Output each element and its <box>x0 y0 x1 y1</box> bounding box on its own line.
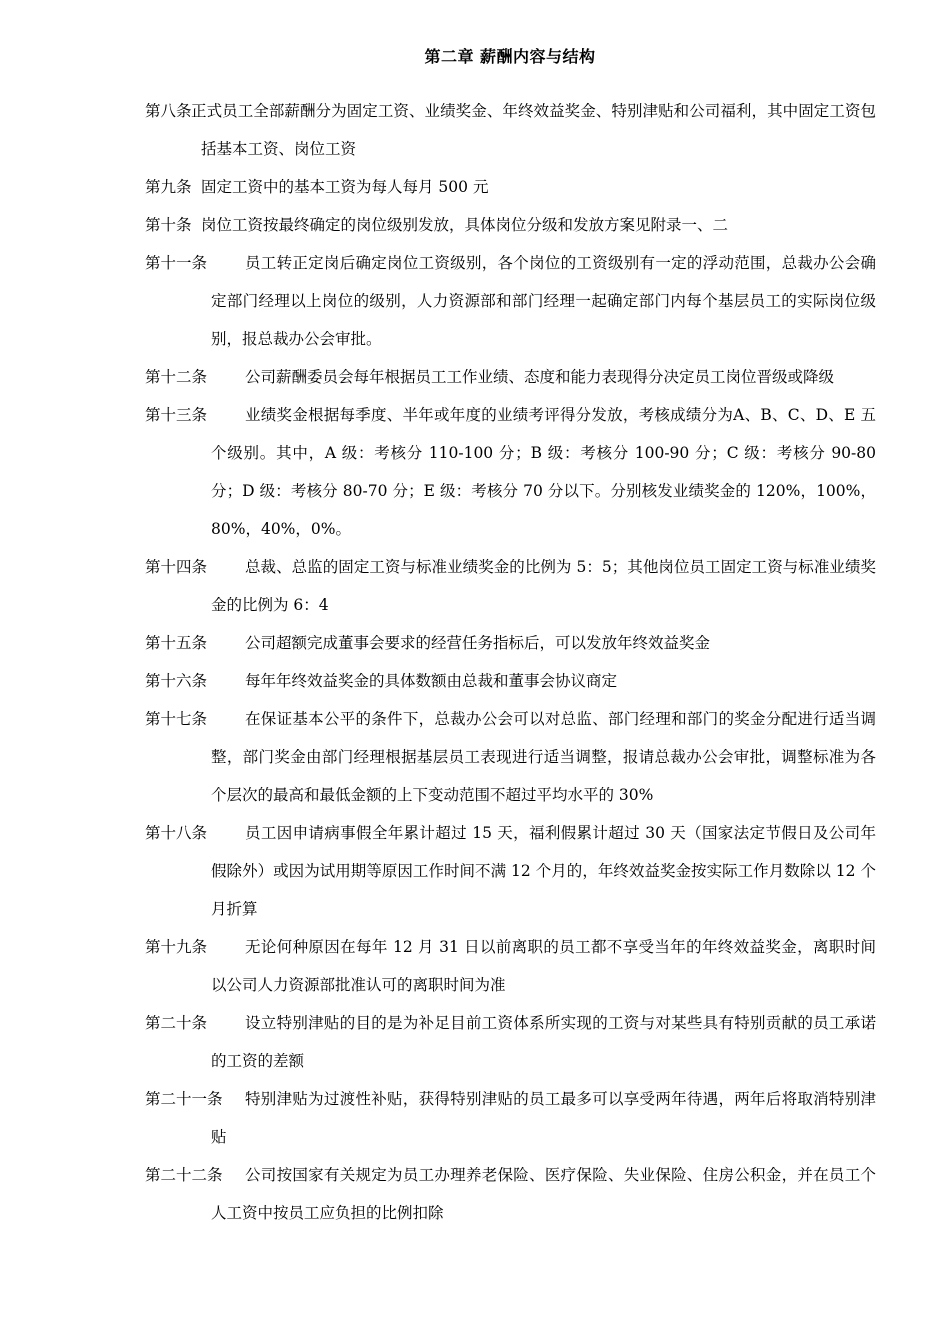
article-label: 第二十一条 <box>145 1090 223 1108</box>
article-13 <box>145 396 876 548</box>
article-label: 第八条 <box>145 102 192 120</box>
article-label: 第十六条 <box>145 672 208 690</box>
article-label: 第十一条 <box>145 254 208 272</box>
article-label: 第二十条 <box>145 1014 208 1032</box>
article-text: 公司按国家有关规定为员工办理养老保险、医疗保险、失业保险、住房公积金，并在员工个人工资中按员工应负担的比例扣除 <box>211 1166 876 1222</box>
article-label: 第二十二条 <box>145 1166 223 1184</box>
article-text: 正式员工全部薪酬分为固定工资、业绩奖金、年终效益奖金、特别津贴和公司福利，其中固定工资包括基本工资、岗位工资 <box>191 102 876 158</box>
article-label: 第十七条 <box>145 710 208 728</box>
article-16 <box>145 662 876 700</box>
article-22 <box>145 1156 876 1232</box>
article-21 <box>145 1080 876 1156</box>
article-label: 第十四条 <box>145 558 208 576</box>
article-label: 第十二条 <box>145 368 208 386</box>
article-18 <box>145 814 876 928</box>
article-label: 第十三条 <box>145 406 208 424</box>
article-text: 公司超额完成董事会要求的经营任务指标后，可以发放年终效益奖金 <box>245 634 711 652</box>
article-text: 业绩奖金根据每季度、半年或年度的业绩考评得分发放，考核成绩分为A、B、C、D、E 五个级别。其中，A 级：考核分 110-100 分；B 级：考核分 100-90 分；C 级：考核分 90-80 分；D 级：考核分 80-70 分；E 级：考核分 70 分以下。分别核发业绩奖金的 120%，100%，80%，40%，0%。 <box>211 406 876 538</box>
article-label: 第十五条 <box>145 634 208 652</box>
article-text: 在保证基本公平的条件下，总裁办公会可以对总监、部门经理和部门的奖金分配进行适当调整，部门奖金由部门经理根据基层员工表现进行适当调整，报请总裁办公会审批，调整标准为各个层次的最高和最低金额的上下变动范围不超过平均水平的 30% <box>211 710 876 804</box>
article-text: 员工转正定岗后确定岗位工资级别，各个岗位的工资级别有一定的浮动范围，总裁办公会确定部门经理以上岗位的级别，人力资源部和部门经理一起确定部门内每个基层员工的实际岗位级别，报总裁办公会审批。 <box>211 254 876 348</box>
article-text: 无论何种原因在每年 12 月 31 日以前离职的员工都不享受当年的年终效益奖金，离职时间以公司人力资源部批准认可的离职时间为准 <box>211 938 876 994</box>
article-label: 第十九条 <box>145 938 208 956</box>
article-14 <box>145 548 876 624</box>
article-9 <box>145 168 876 206</box>
article-label: 第十八条 <box>145 824 208 842</box>
article-list <box>145 92 876 1232</box>
article-text: 特别津贴为过渡性补贴，获得特别津贴的员工最多可以享受两年待遇，两年后将取消特别津贴 <box>211 1090 876 1146</box>
article-10 <box>145 206 876 244</box>
article-label: 第十条 <box>145 216 192 234</box>
article-text: 岗位工资按最终确定的岗位级别发放，具体岗位分级和发放方案见附录一、二 <box>201 216 729 234</box>
article-17 <box>145 700 876 814</box>
article-12 <box>145 358 876 396</box>
article-11 <box>145 244 876 358</box>
article-19 <box>145 928 876 1004</box>
article-text: 员工因申请病事假全年累计超过 15 天，福利假累计超过 30 天（国家法定节假日及公司年假除外）或因为试用期等原因工作时间不满 12 个月的，年终效益奖金按实际工作月数除以 12 个月折算 <box>211 824 876 918</box>
chapter-title: 第二章 薪酬内容与结构 <box>424 47 596 66</box>
article-text: 每年年终效益奖金的具体数额由总裁和董事会协议商定 <box>245 672 618 690</box>
article-label: 第九条 <box>145 178 192 196</box>
article-text: 公司薪酬委员会每年根据员工工作业绩、态度和能力表现得分决定员工岗位晋级或降级 <box>245 368 835 386</box>
article-15 <box>145 624 876 662</box>
article-8 <box>145 92 876 168</box>
article-20 <box>145 1004 876 1080</box>
article-text: 设立特别津贴的目的是为补足目前工资体系所实现的工资与对某些具有特别贡献的员工承诺的工资的差额 <box>211 1014 876 1070</box>
article-text: 固定工资中的基本工资为每人每月 500 元 <box>201 178 489 196</box>
article-text: 总裁、总监的固定工资与标准业绩奖金的比例为 5：5；其他岗位员工固定工资与标准业绩奖金的比例为 6：4 <box>211 558 876 614</box>
